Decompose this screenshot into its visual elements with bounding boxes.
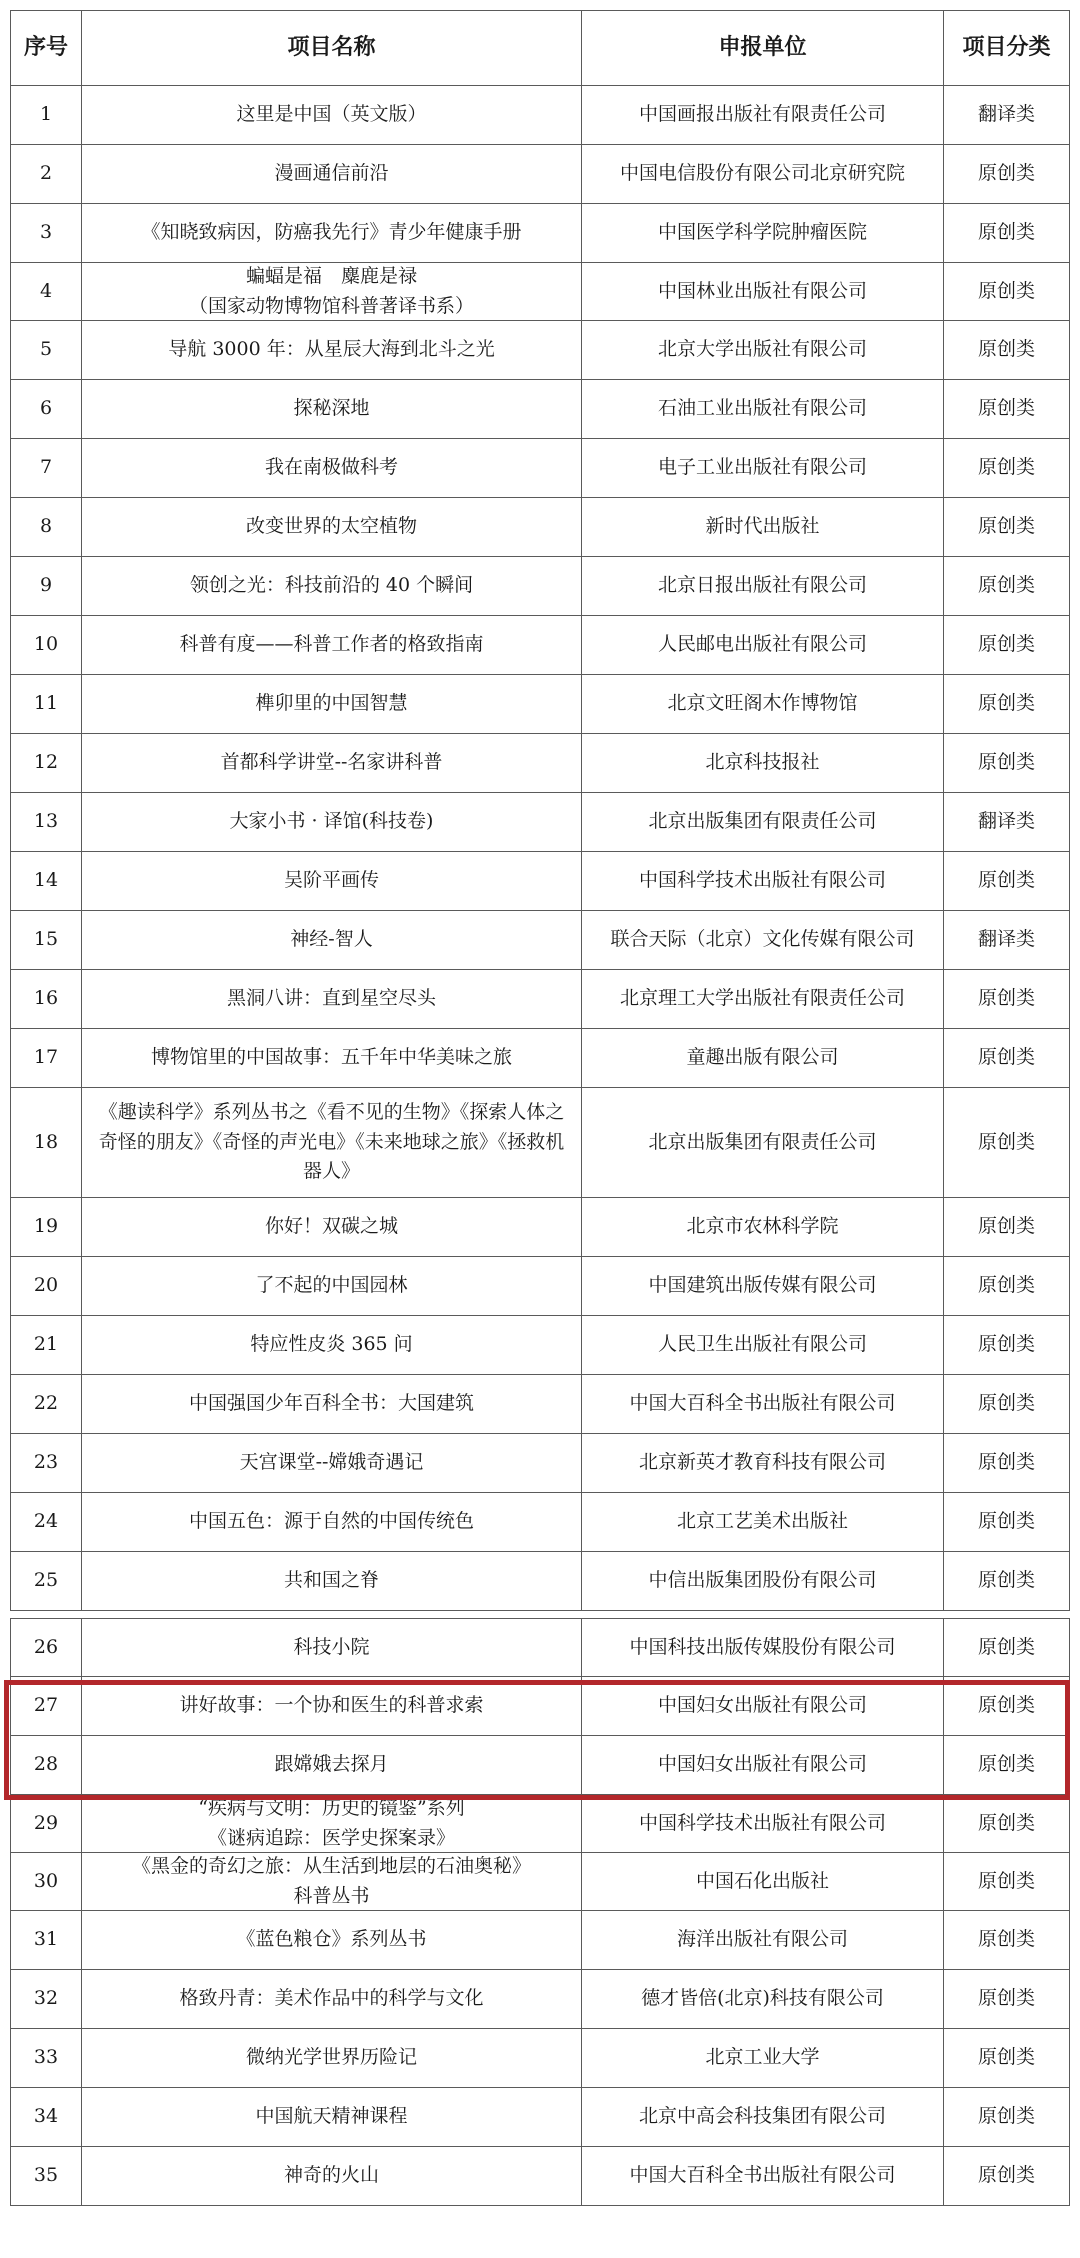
row-category: 原创类 [944,1316,1070,1374]
row-no: 5 [10,321,82,379]
row-name: 科技小院 [82,1619,582,1676]
row-no: 32 [10,1970,82,2028]
table-row [10,1970,1070,2029]
row-category: 原创类 [944,1677,1070,1735]
table-row [10,1618,1070,1677]
row-no: 29 [10,1795,82,1852]
row-no: 22 [10,1375,82,1433]
row-category: 原创类 [944,616,1070,674]
table-body [10,86,1070,2206]
row-category: 原创类 [944,1853,1070,1910]
row-name: 跟嫦娥去探月 [82,1736,582,1794]
row-no: 16 [10,970,82,1028]
row-no: 21 [10,1316,82,1374]
header-category: 项目分类 [944,11,1070,85]
row-no: 28 [10,1736,82,1794]
row-no: 10 [10,616,82,674]
row-name: 首都科学讲堂--名家讲科普 [82,734,582,792]
row-name: 我在南极做科考 [82,439,582,497]
row-unit: 人民卫生出版社有限公司 [582,1316,944,1374]
row-no: 27 [10,1677,82,1735]
row-unit: 中国画报出版社有限责任公司 [582,86,944,144]
row-name: 你好！双碳之城 [82,1198,582,1256]
row-name: 吴阶平画传 [82,852,582,910]
table-row [10,734,1070,793]
table-row [10,263,1070,321]
table-row [10,675,1070,734]
row-name: 特应性皮炎 365 问 [82,1316,582,1374]
row-no: 19 [10,1198,82,1256]
row-name: 神奇的火山 [82,2147,582,2205]
row-category: 原创类 [944,263,1070,320]
row-category: 原创类 [944,2147,1070,2205]
row-unit: 中国大百科全书出版社有限公司 [582,2147,944,2205]
row-no: 17 [10,1029,82,1087]
row-unit: 北京出版集团有限责任公司 [582,793,944,851]
row-category: 原创类 [944,1736,1070,1794]
table-row [10,1853,1070,1911]
row-no: 23 [10,1434,82,1492]
row-name: 这里是中国（英文版） [82,86,582,144]
table-row [10,1375,1070,1434]
row-name: 导航 3000 年：从星辰大海到北斗之光 [82,321,582,379]
row-no: 35 [10,2147,82,2205]
row-unit: 中国电信股份有限公司北京研究院 [582,145,944,203]
row-unit: 电子工业出版社有限公司 [582,439,944,497]
row-name: 漫画通信前沿 [82,145,582,203]
header-unit: 申报单位 [582,11,944,85]
row-category: 翻译类 [944,793,1070,851]
row-unit: 北京日报出版社有限公司 [582,557,944,615]
row-unit: 北京出版集团有限责任公司 [582,1088,944,1197]
row-no: 12 [10,734,82,792]
table-row [10,204,1070,263]
table-row [10,1736,1070,1795]
row-no: 26 [10,1619,82,1676]
row-name: 《知晓致病因，防癌我先行》青少年健康手册 [82,204,582,262]
table-row [10,1552,1070,1611]
row-unit: 新时代出版社 [582,498,944,556]
table-row [10,852,1070,911]
row-unit: 北京市农林科学院 [582,1198,944,1256]
table-row [10,1088,1070,1198]
table-row [10,1257,1070,1316]
row-name: 榫卯里的中国智慧 [82,675,582,733]
row-no: 1 [10,86,82,144]
row-name: 《蓝色粮仓》系列丛书 [82,1911,582,1969]
row-category: 原创类 [944,204,1070,262]
table-row [10,1795,1070,1853]
row-unit: 北京工艺美术出版社 [582,1493,944,1551]
row-unit: 中国科学技术出版社有限公司 [582,852,944,910]
row-category: 原创类 [944,1970,1070,2028]
row-name: 《黑金的奇幻之旅：从生活到地层的石油奥秘》 科普丛书 [82,1853,582,1910]
row-unit: 北京新英才教育科技有限公司 [582,1434,944,1492]
row-category: 翻译类 [944,86,1070,144]
table-row [10,2147,1070,2206]
row-unit: 童趣出版有限公司 [582,1029,944,1087]
table-header-row [10,10,1070,86]
row-name: 中国航天精神课程 [82,2088,582,2146]
row-category: 原创类 [944,1434,1070,1492]
row-unit: 联合天际（北京）文化传媒有限公司 [582,911,944,969]
row-unit: 北京大学出版社有限公司 [582,321,944,379]
row-unit: 北京科技报社 [582,734,944,792]
table-row [10,557,1070,616]
row-category: 原创类 [944,1795,1070,1852]
row-unit: 北京中高会科技集团有限公司 [582,2088,944,2146]
row-name: 大家小书 · 译馆(科技卷) [82,793,582,851]
row-category: 原创类 [944,970,1070,1028]
row-category: 原创类 [944,1198,1070,1256]
row-no: 9 [10,557,82,615]
row-unit: 北京理工大学出版社有限责任公司 [582,970,944,1028]
row-unit: 中信出版集团股份有限公司 [582,1552,944,1610]
row-unit: 中国妇女出版社有限公司 [582,1736,944,1794]
row-name: 中国强国少年百科全书：大国建筑 [82,1375,582,1433]
row-category: 原创类 [944,1552,1070,1610]
row-no: 8 [10,498,82,556]
row-unit: 中国石化出版社 [582,1853,944,1910]
row-unit: 中国建筑出版传媒有限公司 [582,1257,944,1315]
row-no: 24 [10,1493,82,1551]
row-category: 翻译类 [944,911,1070,969]
table-row [10,86,1070,145]
row-category: 原创类 [944,557,1070,615]
row-name: 改变世界的太空植物 [82,498,582,556]
row-unit: 石油工业出版社有限公司 [582,380,944,438]
row-category: 原创类 [944,498,1070,556]
row-no: 30 [10,1853,82,1910]
row-category: 原创类 [944,675,1070,733]
row-name: 中国五色：源于自然的中国传统色 [82,1493,582,1551]
row-unit: 中国林业出版社有限公司 [582,263,944,320]
header-name: 项目名称 [82,11,582,85]
row-no: 3 [10,204,82,262]
table-row [10,1316,1070,1375]
row-unit: 海洋出版社有限公司 [582,1911,944,1969]
row-no: 31 [10,1911,82,1969]
row-category: 原创类 [944,1088,1070,1197]
row-category: 原创类 [944,2088,1070,2146]
row-name: 讲好故事：一个协和医生的科普求索 [82,1677,582,1735]
row-category: 原创类 [944,1911,1070,1969]
row-name: 微纳光学世界历险记 [82,2029,582,2087]
table-row [10,321,1070,380]
row-category: 原创类 [944,1257,1070,1315]
row-name: 科普有度——科普工作者的格致指南 [82,616,582,674]
table-row [10,1677,1070,1736]
row-name: 《趣读科学》系列丛书之《看不见的生物》《探索人体之奇怪的朋友》《奇怪的声光电》《未来地球之旅》《拯救机器人》 [82,1088,582,1197]
table-row [10,616,1070,675]
row-category: 原创类 [944,321,1070,379]
table-row [10,439,1070,498]
row-no: 15 [10,911,82,969]
row-category: 原创类 [944,2029,1070,2087]
row-category: 原创类 [944,1375,1070,1433]
row-name: 蝙蝠是福 麋鹿是禄 （国家动物博物馆科普著译书系） [82,263,582,320]
row-no: 33 [10,2029,82,2087]
row-name: 神经-智人 [82,911,582,969]
row-no: 4 [10,263,82,320]
table-row [10,380,1070,439]
row-no: 11 [10,675,82,733]
row-category: 原创类 [944,1029,1070,1087]
row-category: 原创类 [944,852,1070,910]
row-no: 20 [10,1257,82,1315]
row-name: 领创之光：科技前沿的 40 个瞬间 [82,557,582,615]
row-category: 原创类 [944,1619,1070,1676]
table-row [10,498,1070,557]
table-row [10,793,1070,852]
table-row [10,2029,1070,2088]
row-no: 13 [10,793,82,851]
row-name: 天宫课堂--嫦娥奇遇记 [82,1434,582,1492]
row-no: 2 [10,145,82,203]
row-name: 黑洞八讲：直到星空尽头 [82,970,582,1028]
row-unit: 北京工业大学 [582,2029,944,2087]
row-category: 原创类 [944,1493,1070,1551]
row-name: 共和国之脊 [82,1552,582,1610]
row-category: 原创类 [944,145,1070,203]
row-unit: 中国妇女出版社有限公司 [582,1677,944,1735]
table-row [10,1911,1070,1970]
row-name: “疾病与文明：历史的镜鉴”系列 《谜病追踪：医学史探案录》 [82,1795,582,1852]
row-unit: 人民邮电出版社有限公司 [582,616,944,674]
row-category: 原创类 [944,439,1070,497]
row-unit: 中国医学科学院肿瘤医院 [582,204,944,262]
row-unit: 中国大百科全书出版社有限公司 [582,1375,944,1433]
row-no: 34 [10,2088,82,2146]
row-no: 7 [10,439,82,497]
row-no: 6 [10,380,82,438]
row-no: 14 [10,852,82,910]
row-name: 博物馆里的中国故事：五千年中华美味之旅 [82,1029,582,1087]
table-row [10,970,1070,1029]
table-row [10,1493,1070,1552]
row-unit: 中国科学技术出版社有限公司 [582,1795,944,1852]
row-name: 了不起的中国园林 [82,1257,582,1315]
row-no: 18 [10,1088,82,1197]
row-name: 探秘深地 [82,380,582,438]
project-table [10,10,1070,2206]
row-category: 原创类 [944,380,1070,438]
table-row [10,2088,1070,2147]
row-name: 格致丹青：美术作品中的科学与文化 [82,1970,582,2028]
row-unit: 德才皆倍(北京)科技有限公司 [582,1970,944,2028]
row-unit: 中国科技出版传媒股份有限公司 [582,1619,944,1676]
header-no: 序号 [10,11,82,85]
row-category: 原创类 [944,734,1070,792]
row-unit: 北京文旺阁木作博物馆 [582,675,944,733]
table-row [10,1198,1070,1257]
table-row [10,1029,1070,1088]
table-row [10,145,1070,204]
row-no: 25 [10,1552,82,1610]
table-row [10,911,1070,970]
table-row [10,1434,1070,1493]
